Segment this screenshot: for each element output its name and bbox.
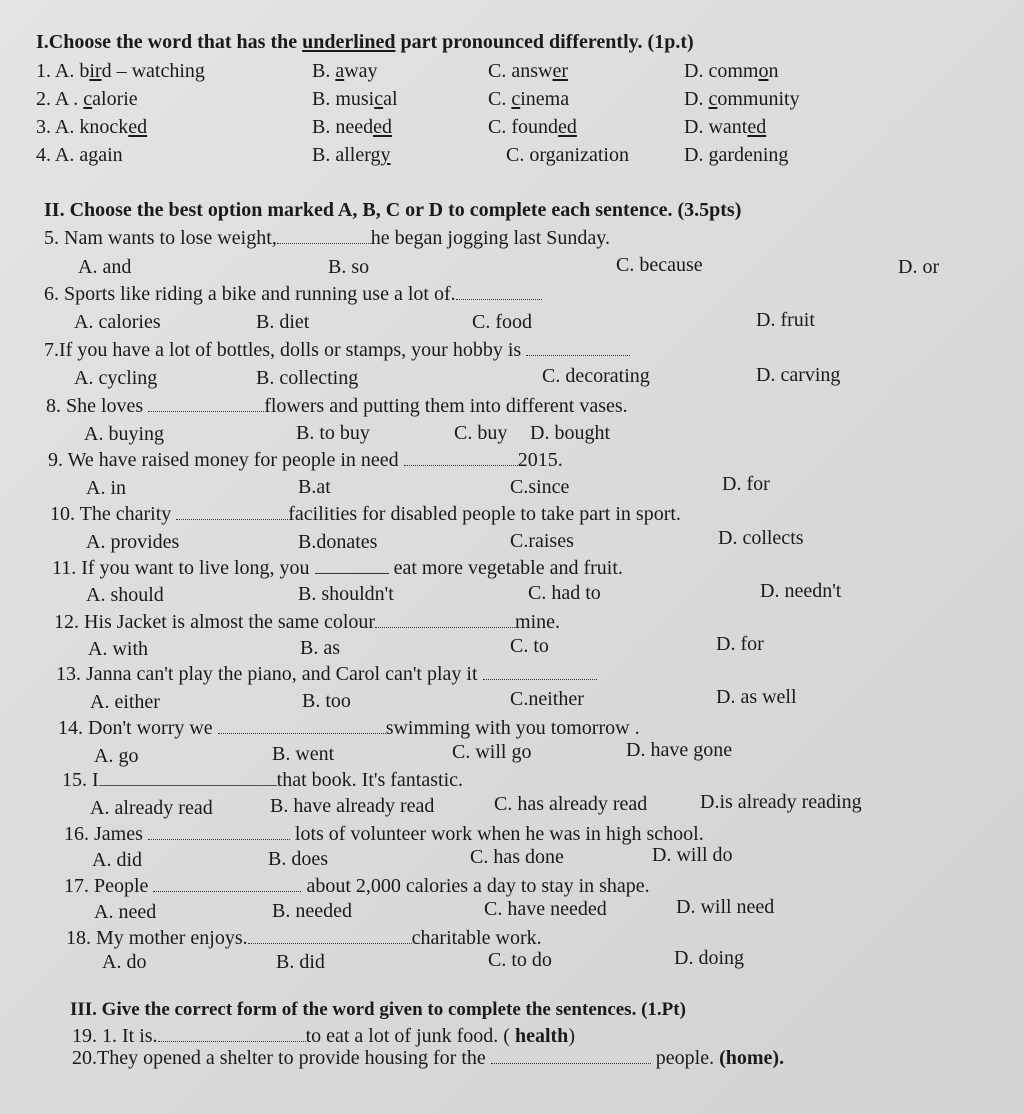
q4-option-c: C. organization	[506, 144, 629, 166]
q14-option-d: D. have gone	[626, 739, 733, 761]
q18-option-b: B. did	[276, 951, 325, 973]
q7-option-b: B. collecting	[256, 367, 359, 389]
q2-option-d: D. community	[684, 88, 800, 110]
q7-option-c: C. decorating	[542, 365, 650, 387]
question-9-stem: 9. We have raised money for people in need 2015.	[48, 449, 563, 471]
q6-option-b: B. diet	[256, 311, 310, 333]
q14-option-b: B. went	[272, 743, 335, 765]
q18-option-a: A. do	[102, 951, 147, 973]
q4-option-d: D. gardening	[684, 144, 789, 166]
q6-option-a: A. calories	[74, 311, 161, 333]
q8-option-b: B. to buy	[296, 422, 370, 444]
q15-option-a: A. already read	[90, 797, 213, 819]
q10-option-b: B.donates	[298, 531, 378, 553]
q7-option-d: D. carving	[756, 364, 841, 386]
q9-option-c: C.since	[510, 476, 570, 498]
q12-option-b: B. as	[300, 637, 340, 659]
q3-option-c: C. founded	[488, 116, 577, 138]
q3-option-b: B. needed	[312, 116, 392, 138]
q8-option-a: A. buying	[84, 423, 164, 445]
q15-option-b: B. have already read	[270, 795, 435, 817]
q9-option-a: A. in	[86, 477, 126, 499]
q18-option-d: D. doing	[674, 947, 744, 969]
q11-option-b: B. shouldn't	[298, 583, 394, 605]
question-16-stem: 16. James lots of volunteer work when he was in high school.	[64, 823, 704, 845]
q3-option-a: 3. A. knocked	[36, 116, 148, 138]
question-11-stem: 11. If you want to live long, you eat more vegetable and fruit.	[52, 557, 623, 579]
q12-option-a: A. with	[88, 638, 148, 660]
q1-option-b: B. away	[312, 60, 378, 82]
q5-option-a: A. and	[78, 256, 132, 278]
question-20: 20.They opened a shelter to provide housing for the people. (home).	[72, 1047, 785, 1069]
q13-option-a: A. either	[90, 691, 160, 713]
question-8-stem: 8. She loves flowers and putting them into different vases.	[46, 395, 628, 417]
q5-option-d: D. or	[898, 256, 940, 278]
q16-option-d: D. will do	[652, 844, 733, 866]
q6-option-c: C. food	[472, 311, 532, 333]
q13-option-d: D. as well	[716, 686, 797, 708]
q10-option-a: A. provides	[86, 531, 180, 553]
q14-option-a: A. go	[94, 745, 139, 767]
q11-option-c: C. had to	[528, 582, 601, 604]
question-14-stem: 14. Don't worry we swimming with you tomorrow .	[58, 717, 640, 739]
question-12-stem: 12. His Jacket is almost the same colour mine.	[54, 611, 561, 633]
q12-option-d: D. for	[716, 633, 764, 655]
q12-option-c: C. to	[510, 635, 549, 657]
q16-option-a: A. did	[92, 849, 142, 871]
q4-option-a: 4. A. again	[36, 144, 123, 166]
q2-option-a: 2. A . calorie	[36, 88, 138, 110]
q5-option-b: B. so	[328, 256, 370, 278]
question-19: 19. 1. It is. to eat a lot of junk food. ( health)	[72, 1025, 575, 1047]
q1-option-c: C. answer	[488, 60, 568, 82]
question-13-stem: 13. Janna can't play the piano, and Carol can't play it	[56, 662, 597, 686]
section1-title: I.Choose the word that has the underlined part pronounced differently. (1p.t)	[36, 31, 694, 53]
q14-option-c: C. will go	[452, 741, 532, 763]
q8-option-d: D. bought	[530, 422, 610, 444]
question-15-stem: 15. I that book. It's fantastic.	[62, 769, 464, 791]
q17-option-c: C. have needed	[484, 898, 607, 920]
q4-option-b: B. allergy	[312, 144, 391, 166]
question-7-stem: 7.If you have a lot of bottles, dolls or stamps, your hobby is	[44, 338, 630, 362]
q1-option-d: D. common	[684, 60, 779, 82]
q16-option-b: B. does	[268, 848, 328, 870]
question-6-stem: 6. Sports like riding a bike and running use a lot of.	[44, 282, 542, 306]
q9-option-b: B.at	[298, 476, 331, 498]
question-18-stem: 18. My mother enjoys. charitable work.	[66, 927, 542, 949]
q15-option-c: C. has already read	[494, 793, 648, 815]
q15-option-d: D.is already reading	[700, 791, 862, 813]
question-17-stem: 17. People about 2,000 calories a day to stay in shape.	[64, 875, 650, 897]
q6-option-d: D. fruit	[756, 309, 815, 331]
q2-option-c: C. cinema	[488, 88, 570, 110]
q13-option-b: B. too	[302, 690, 351, 712]
section2-title: II. Choose the best option marked A, B, C or D to complete each sentence. (3.5pts)	[44, 199, 742, 221]
q9-option-d: D. for	[722, 473, 770, 495]
q18-option-c: C. to do	[488, 949, 552, 971]
q11-option-a: A. should	[86, 584, 164, 606]
q17-option-b: B. needed	[272, 900, 352, 922]
q17-option-d: D. will need	[676, 896, 775, 918]
section3-title: III. Give the correct form of the word given to complete the sentences. (1.Pt)	[70, 999, 686, 1020]
q16-option-c: C. has done	[470, 846, 564, 868]
q7-option-a: A. cycling	[74, 367, 158, 389]
q11-option-d: D. needn't	[760, 580, 842, 602]
q5-option-c: C. because	[616, 254, 703, 276]
q13-option-c: C.neither	[510, 688, 584, 710]
q10-option-c: C.raises	[510, 530, 574, 552]
question-10-stem: 10. The charity facilities for disabled people to take part in sport.	[50, 503, 681, 525]
q8-option-c: C. buy	[454, 422, 508, 444]
q3-option-d: D. wanted	[684, 116, 767, 138]
question-5-stem: 5. Nam wants to lose weight, he began jogging last Sunday.	[44, 227, 610, 249]
q10-option-d: D. collects	[718, 527, 804, 549]
q17-option-a: A. need	[94, 901, 157, 923]
q1-option-a: 1. A. bird – watching	[36, 60, 205, 82]
q2-option-b: B. musical	[312, 88, 398, 110]
